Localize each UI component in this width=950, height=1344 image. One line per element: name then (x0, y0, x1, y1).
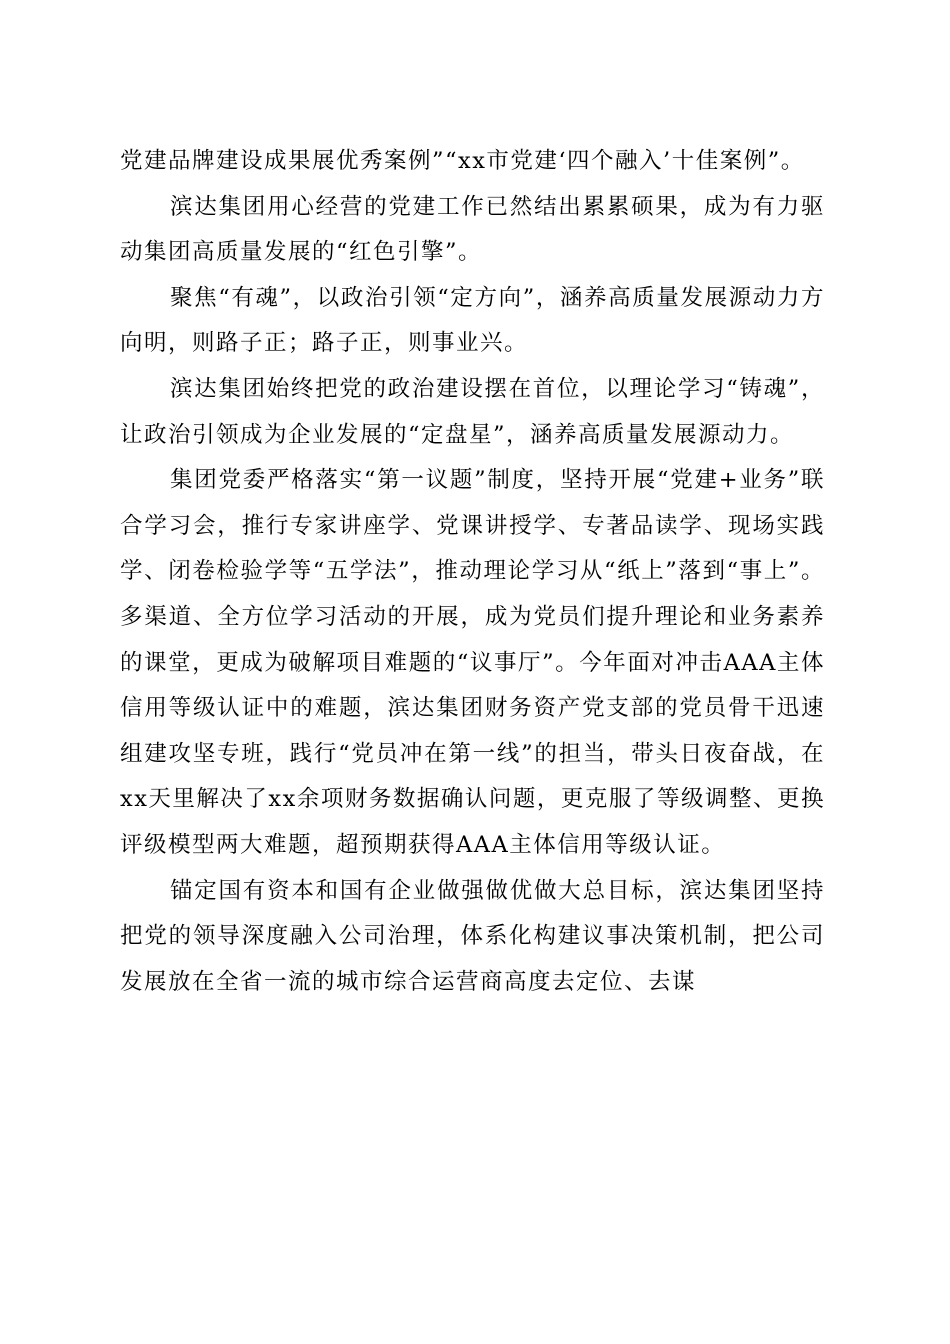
paragraph-6: 锚定国有资本和国有企业做强做优做大总目标，滨达集团坚持把党的领导深度融入公司治理，体系化构建议事决策机制，把公司发展放在全省一流的城市综合运营商高度去定位、去谋 (120, 877, 825, 995)
paragraph-4: 滨达集团始终把党的政治建设摆在首位，以理论学习“铸魂”，让政治引领成为企业发展的“定盘星”，涵养高质量发展源动力。 (120, 375, 825, 448)
paragraph-5: 集团党委严格落实“第一议题”制度，坚持开展“党建+业务”联合学习会，推行专家讲座学、党课讲授学、专著品读学、现场实践学、闭卷检验学等“五学法”，推动理论学习从“纸上”落到“事上”。多渠道、全方位学习活动的开展，成为党员们提升理论和业务素养的课堂，更成为破解项目难题的“议事厅”。今年面对冲击AAA主体信用等级认证中的难题，滨达集团财务资产党支部的党员骨干迅速组建攻坚专班，践行“党员冲在第一线”的担当，带头日夜奋战，在xx天里解决了xx余项财务数据确认问题，更克服了等级调整、更换评级模型两大难题，超预期获得AAA主体信用等级认证。 (120, 467, 825, 858)
paragraph-2: 滨达集团用心经营的党建工作已然结出累累硕果，成为有力驱动集团高质量发展的“红色引擎”。 (120, 193, 825, 266)
paragraph-3: 聚焦“有魂”，以政治引领“定方向”，涵养高质量发展源动力方向明，则路子正；路子正，则事业兴。 (120, 284, 825, 357)
paragraph-1: 党建品牌建设成果展优秀案例”“xx市党建‘四个融入’十佳案例”。 (120, 148, 805, 174)
document-body (120, 139, 825, 1005)
